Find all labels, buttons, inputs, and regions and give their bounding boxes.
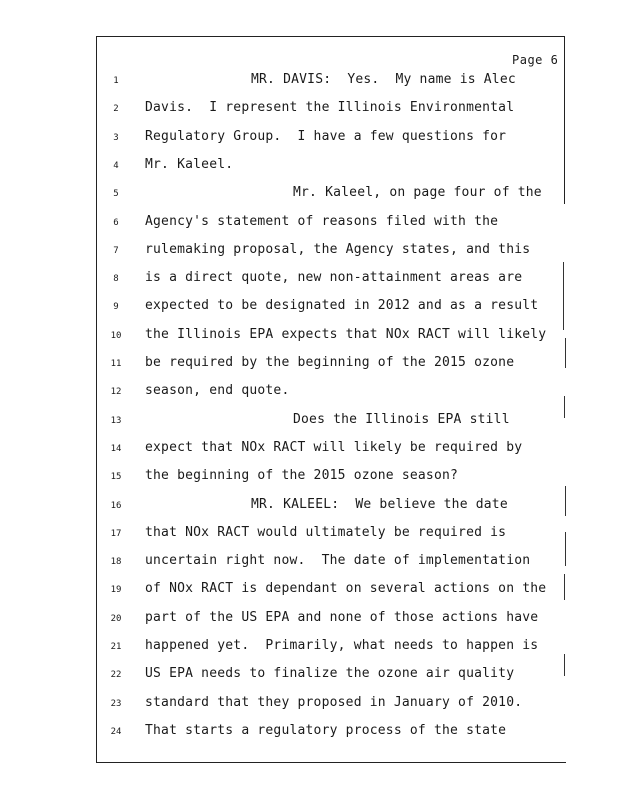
line-text: the Illinois EPA expects that NOx RACT will likely xyxy=(145,326,547,342)
line-text: happened yet. Primarily, what needs to happen is xyxy=(145,638,539,653)
line-number: 17 xyxy=(110,528,122,539)
line-number: 22 xyxy=(110,670,122,681)
transcript-line xyxy=(0,129,619,149)
line-number: 11 xyxy=(110,359,122,369)
line-text: US EPA needs to finalize the ozone air quality xyxy=(145,666,515,682)
line-number: 8 xyxy=(113,274,119,285)
transcript-line xyxy=(0,468,619,488)
line-text: Agency's statement of reasons filed with the xyxy=(145,213,499,229)
transcript-line xyxy=(0,525,619,545)
transcript-line xyxy=(0,553,619,573)
line-text: season, end quote. xyxy=(145,383,290,399)
transcript-line xyxy=(0,723,619,743)
line-number: 16 xyxy=(110,500,122,511)
line-text: is a direct quote, new non-attainment areas are xyxy=(145,270,523,286)
line-number: 18 xyxy=(110,557,122,568)
transcript-line xyxy=(0,185,619,205)
transcript-line xyxy=(0,638,619,658)
transcript-line xyxy=(0,355,619,375)
line-text: standard that they proposed in January of 2010. xyxy=(145,694,523,710)
line-text: MR. DAVIS: Yes. My name is Alec xyxy=(251,72,516,87)
line-number: 2 xyxy=(113,104,119,115)
line-text: Mr. Kaleel. xyxy=(145,156,234,172)
transcript-line xyxy=(0,298,619,318)
line-text: That starts a regulatory process of the state xyxy=(145,722,507,738)
transcript-line xyxy=(0,242,619,262)
line-number: 21 xyxy=(110,642,122,652)
transcript-line xyxy=(0,695,619,715)
transcript-line xyxy=(0,666,619,686)
line-number: 13 xyxy=(110,415,122,426)
line-text: of NOx RACT is dependant on several actions on the xyxy=(145,581,547,597)
page-border-top xyxy=(96,36,565,37)
line-text: the beginning of the 2015 ozone season? xyxy=(145,468,459,484)
line-number: 12 xyxy=(110,387,122,398)
line-number: 20 xyxy=(110,613,122,624)
line-text: expect that NOx RACT will likely be required by xyxy=(145,439,523,455)
line-number: 19 xyxy=(110,585,122,596)
line-text: uncertain right now. The date of implementation xyxy=(145,553,531,569)
line-text: Mr. Kaleel, on page four of the xyxy=(293,185,542,201)
line-number: 1 xyxy=(113,76,119,86)
line-text: be required by the beginning of the 2015 ozone xyxy=(145,355,515,370)
line-number: 24 xyxy=(110,726,122,737)
line-number: 9 xyxy=(113,302,119,313)
line-text: MR. KALEEL: We believe the date xyxy=(251,496,508,512)
line-number: 5 xyxy=(113,189,119,200)
transcript-line xyxy=(0,383,619,403)
transcript-line xyxy=(0,270,619,290)
line-number: 14 xyxy=(110,443,122,454)
line-text: Davis. I represent the Illinois Environmental xyxy=(145,100,515,116)
line-number: 15 xyxy=(110,472,122,483)
transcript-line xyxy=(0,610,619,630)
transcript-line xyxy=(0,412,619,432)
line-number: 4 xyxy=(113,160,119,171)
transcript-line xyxy=(0,581,619,601)
page-border-bottom xyxy=(96,762,566,763)
page-number-label: Page 6 xyxy=(512,53,559,67)
transcript-line xyxy=(0,100,619,120)
line-number: 3 xyxy=(113,132,119,143)
line-text: Regulatory Group. I have a few questions for xyxy=(145,128,507,144)
line-text: part of the US EPA and none of those actions have xyxy=(145,609,539,625)
line-number: 10 xyxy=(110,330,122,341)
line-number: 6 xyxy=(113,217,119,228)
transcript-line xyxy=(0,327,619,347)
line-number: 23 xyxy=(110,698,122,709)
line-text: Does the Illinois EPA still xyxy=(293,411,510,427)
line-text: that NOx RACT would ultimately be required is xyxy=(145,524,507,540)
transcript-line xyxy=(0,497,619,517)
transcript-line xyxy=(0,72,619,92)
line-text: expected to be designated in 2012 and as a result xyxy=(145,298,539,314)
transcript-line xyxy=(0,440,619,460)
line-number: 7 xyxy=(113,245,119,256)
transcript-line xyxy=(0,157,619,177)
transcript-line xyxy=(0,214,619,234)
line-text: rulemaking proposal, the Agency states, and this xyxy=(145,241,531,257)
